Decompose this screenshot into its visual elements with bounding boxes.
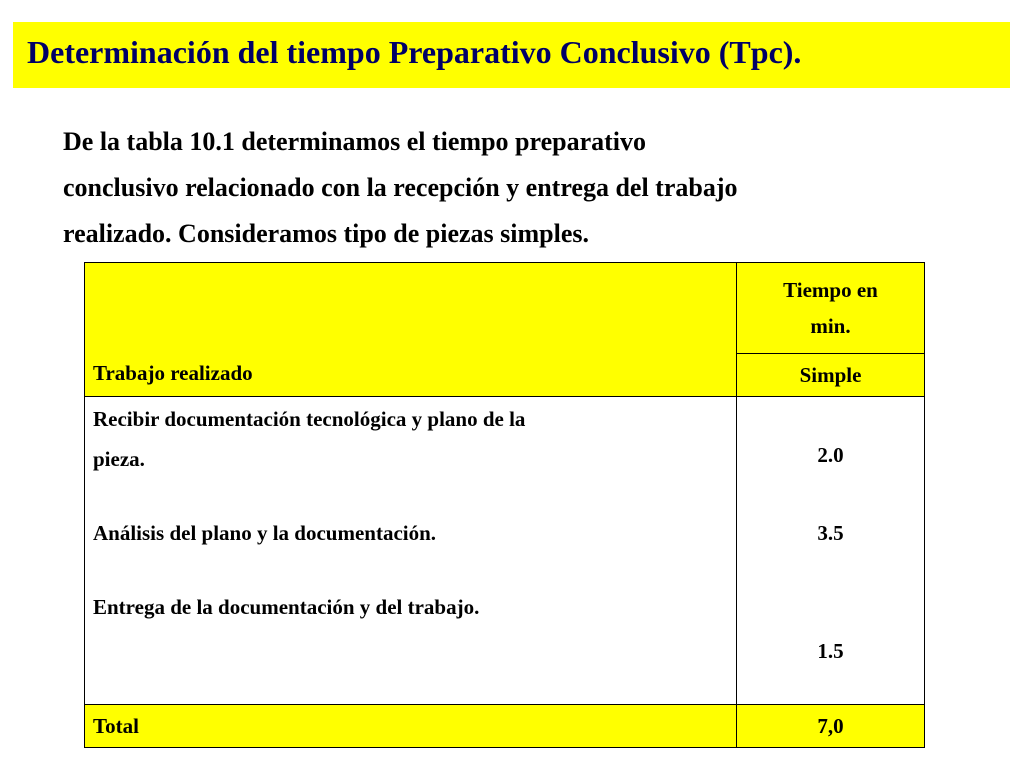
work-item-1-line-1: Recibir documentación tecnológica y plano de la — [93, 407, 526, 431]
header-time-line-1: Tiempo en — [783, 278, 878, 302]
title-bar — [13, 22, 1010, 88]
value-2: 3.5 — [817, 521, 844, 545]
header-time-line-2: min. — [810, 314, 851, 338]
value-1: 2.0 — [817, 443, 844, 467]
header-work: Trabajo realizado — [85, 263, 737, 397]
work-item-1-line-2: pieza. — [93, 447, 145, 471]
total-value: 7,0 — [737, 705, 925, 748]
intro-line-1: De la tabla 10.1 determinamos el tiempo preparativo — [63, 127, 646, 156]
spacer — [93, 553, 728, 587]
work-items-cell — [85, 397, 737, 705]
page-title: Determinación del tiempo Preparativo Conclusivo (Tpc). — [27, 34, 802, 70]
table-header-row — [85, 263, 925, 354]
work-item-2: Análisis del plano y la documentación. — [93, 521, 437, 545]
total-label: Total — [85, 705, 737, 748]
values-cell — [737, 397, 925, 705]
spacer — [93, 479, 728, 513]
header-simple: Simple — [737, 354, 925, 397]
work-item-3: Entrega de la documentación y del trabajo. — [93, 595, 480, 619]
value-3: 1.5 — [817, 639, 844, 663]
table-body-row — [85, 397, 925, 705]
intro-line-2: conclusivo relacionado con la recepción y entrega del trabajo — [63, 173, 738, 202]
time-table — [84, 262, 925, 748]
header-time — [737, 263, 925, 354]
table-total-row — [85, 705, 925, 748]
intro-line-3: realizado. Consideramos tipo de piezas simples. — [63, 219, 590, 248]
intro-paragraph — [63, 119, 963, 257]
